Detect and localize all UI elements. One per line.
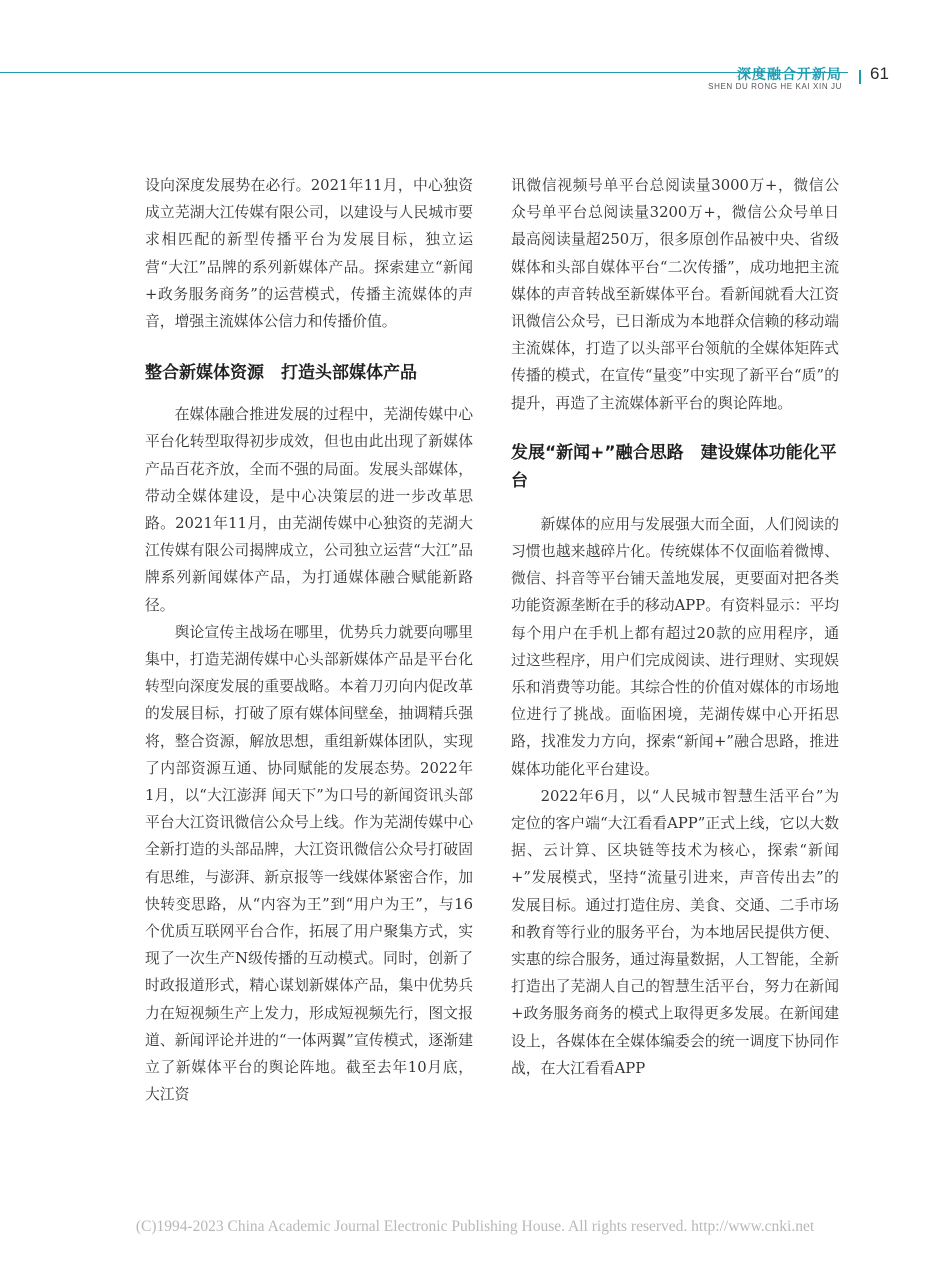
right-column bbox=[511, 172, 839, 1082]
right-section-heading: 发展“新闻+”融合思路 建设媒体功能化平台 bbox=[511, 442, 837, 491]
left-paragraph-3: 舆论宣传主战场在哪里，优势兵力就要向哪里集中，打造芜湖传媒中心头部新媒体产品是平台化转型向深度发展的重要战略。本着刀刃向内促改革的发展目标，打破了原有媒体间壁垒，抽调精兵强将，整合资源，解放思想，重组新媒体团队，实现了内部资源互通、协同赋能的发展态势。2022年1月，以“大江澎湃 闻天下”为口号的新闻资讯头部平台大江资讯微信公众号上线。作为芜湖传媒中心全新打造的头部品牌，大江资讯微信公众号打破固有思维，与澎湃、新京报等一线媒体紧密合作，加快转变思路，从“内容为王”到“用户为王”，与16个优质互联网平台合作，拓展了用户聚集方式，实现了一次生产N级传播的互动模式。同时，创新了时政报道形式，精心谋划新媒体产品，集中优势兵力在短视频生产上发力，形成短视频先行，图文报道、新闻评论并进的“一体两翼”宣传模式，逐渐建立了新媒体平台的舆论阵地。截至去年10月底，大江资 bbox=[145, 623, 473, 1104]
header-divider bbox=[859, 70, 861, 84]
section-title: 深度融合开新局 bbox=[737, 67, 842, 83]
copyright-footer: (C)1994-2023 China Academic Journal Electronic Publishing House. All rights reserved. http://www.cnki.net bbox=[135, 1218, 815, 1235]
left-paragraph-2: 在媒体融合推进发展的过程中，芜湖传媒中心平台化转型取得初步成效，但也由此出现了新媒体产品百花齐放，全而不强的局面。发展头部媒体，带动全媒体建设，是中心决策层的进一步改革思路。2021年11月，由芜湖传媒中心独资的芜湖大江传媒有限公司揭牌成立，公司独立运营“大江”品牌系列新闻媒体产品，为打通媒体融合赋能新路径。 bbox=[145, 406, 473, 614]
right-paragraph-2: 新媒体的应用与发展强大而全面，人们阅读的习惯也越来越碎片化。传统媒体不仅面临着微博、微信、抖音等平台铺天盖地发展，更要面对把各类功能资源垄断在手的移动APP。有资料显示：平均每个用户在手机上都有超过20款的应用程序，通过这些程序，用户们完成阅读、进行理财、实现娱乐和消费等功能。其综合性的价值对媒体的市场地位进行了挑战。面临困境，芜湖传媒中心开拓思路，找准发力方向，探索“新闻+”融合思路，推进媒体功能化平台建设。 bbox=[511, 515, 839, 778]
right-paragraph-3: 2022年6月，以“人民城市智慧生活平台”为定位的客户端“大江看看APP”正式上线，它以大数据、云计算、区块链等技术为核心，探索“新闻+”发展模式，坚持“流量引进来，声音传出去”的发展目标。通过打造住房、美食、交通、二手市场和教育等行业的服务平台，为本地居民提供方便、实惠的综合服务，通过海量数据，人工智能，全新打造出了芜湖人自己的智慧生活平台，努力在新闻+政务服务商务的模式上取得更多发展。在新闻建设上，各媒体在全媒体编委会的统一调度下协同作战，在大江看看APP bbox=[511, 787, 839, 1077]
left-column bbox=[145, 172, 473, 1109]
section-pinyin: SHEN DU RONG HE KAI XIN JU bbox=[708, 82, 842, 91]
left-section-heading: 整合新媒体资源 打造头部媒体产品 bbox=[145, 363, 417, 384]
right-paragraph-1: 讯微信视频号单平台总阅读量3000万+，微信公众号单平台总阅读量3200万+，微信公众号单日最高阅读量超250万，很多原创作品被中央、省级媒体和头部自媒体平台“二次传播”，成功地把主流媒体的声音转战至新媒体平台。看新闻就看大江资讯微信公众号，已日渐成为本地群众信赖的移动端主流媒体，打造了以头部平台领航的全媒体矩阵式传播的模式，在宣传“量变”中实现了新平台“质”的提升，再造了主流媒体新平台的舆论阵地。 bbox=[511, 177, 839, 412]
left-paragraph-1: 设向深度发展势在必行。2021年11月，中心独资成立芜湖大江传媒有限公司，以建设与人民城市要求相匹配的新型传播平台为发展目标，独立运营“大江”品牌的系列新媒体产品。探索建立“新闻+政务服务商务”的运营模式，传播主流媒体的声音，增强主流媒体公信力和传播价值。 bbox=[145, 177, 473, 331]
page-number: 61 bbox=[870, 64, 889, 83]
header-rule bbox=[0, 72, 848, 73]
